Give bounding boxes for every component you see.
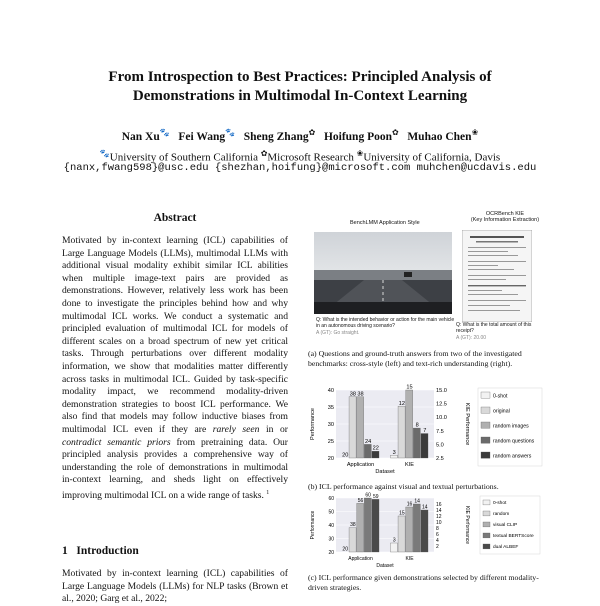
y-right-tick-label: 12.5 xyxy=(436,401,447,408)
data-label: 15 xyxy=(399,510,405,517)
bar xyxy=(406,390,413,458)
bar xyxy=(357,397,364,458)
x-tick-label: KIE xyxy=(404,462,415,468)
legend-label: textual BERTScore xyxy=(493,534,534,540)
emails xyxy=(0,162,600,174)
figure-a-caption: (a) Questions and ground-truth answers from two of the investigated benchmarks: cross-style (left) and text-rich understanding (right). xyxy=(308,349,522,368)
data-label: 59 xyxy=(373,493,379,500)
x-tick-label: KIE xyxy=(405,556,414,562)
bar xyxy=(372,499,379,552)
paw-icon: 🐾 xyxy=(99,149,110,158)
data-label: 8 xyxy=(415,422,419,429)
y-right-tick-label: 14 xyxy=(436,508,442,514)
legend-swatch xyxy=(483,533,490,538)
abstract-emph-2: contradict semantic priors xyxy=(62,436,171,448)
footnote-mark[interactable]: 1 xyxy=(266,489,270,496)
y-right-tick-label: 5.0 xyxy=(436,442,444,449)
legend-swatch xyxy=(483,544,490,549)
y-right-tick-label: 2 xyxy=(436,544,439,550)
data-label: 15 xyxy=(406,384,413,391)
legend-label: random questions xyxy=(493,438,535,445)
figure-a xyxy=(308,210,548,346)
data-label: 56 xyxy=(357,497,364,504)
x-tick-label: Application xyxy=(346,462,375,468)
driving-scene-image xyxy=(314,232,452,314)
intro-body: Motivated by in-context learning (ICL) capabilities of Large Language Models (LLMs) for NLP tasks (Brown et al., 2020; Garg et al., 2022; xyxy=(62,568,288,605)
email-ucd[interactable]: muhchen@ucdavis.edu xyxy=(416,162,537,174)
data-label: 22 xyxy=(372,445,379,452)
bar xyxy=(349,397,356,458)
chart-c-caption: (c) ICL performance given demonstrations selected by different modality-driven strategies. xyxy=(308,573,539,592)
receipt-image xyxy=(462,230,532,322)
y-tick-label: 30 xyxy=(327,422,334,428)
abstract-text-2: from pretraining data. Our principled analysis provides a comprehensive way of understanding the role of demonstrations in multimodal in-context learning, and sheds light on effectively improving multimodal ICL on a wide range of tasks. xyxy=(62,436,288,502)
data-label: 3 xyxy=(392,449,396,456)
legend-swatch xyxy=(483,511,490,516)
author-3: Sheng Zhang xyxy=(243,130,309,143)
legend-swatch xyxy=(481,407,490,413)
y-right-axis-label: KIE Performance xyxy=(464,402,470,446)
section-heading xyxy=(62,545,139,557)
data-label: 20 xyxy=(342,452,349,459)
author-2: Fei Wang xyxy=(178,130,226,143)
figure-a-right-title-2: (Key Information Extraction) xyxy=(470,217,540,223)
legend-label: random xyxy=(493,512,510,518)
paw-icon: 🐾 xyxy=(225,128,236,137)
bar xyxy=(421,510,428,552)
data-label: 14 xyxy=(422,504,428,511)
legend-label: random images xyxy=(493,423,529,430)
chart-b-caption: (b) ICL performance against visual and textual perturbations. xyxy=(308,482,499,491)
author-1: Nan Xu xyxy=(121,130,160,143)
figure-a-left-title: BenchLMM Application Style xyxy=(350,220,420,226)
y-right-axis-label: KIE Performance xyxy=(464,505,470,545)
abstract-text-mid: in or xyxy=(266,423,288,435)
legend-swatch xyxy=(483,522,490,527)
data-label: 12 xyxy=(398,400,405,407)
legend-label: 0-shot xyxy=(493,393,508,400)
paper-title xyxy=(0,68,600,106)
legend-swatch xyxy=(481,392,490,398)
figure-a-right-question: Q: What is the total amount of this receipt? xyxy=(456,322,532,334)
bar xyxy=(413,504,420,552)
y-right-tick-label: 10 xyxy=(436,520,442,526)
chart-c xyxy=(306,492,548,570)
paw-icon: 🐾 xyxy=(159,128,170,137)
figure-a-left-question: Q: What is the intended behavior or action for the main vehicle in an autonomous driving scenario? xyxy=(316,317,455,329)
y-tick-label: 20 xyxy=(327,456,334,462)
paw-icon: ❀ xyxy=(356,149,364,158)
legend-swatch xyxy=(481,452,490,458)
bar xyxy=(406,507,413,552)
email-ms[interactable]: {shezhan,hoifung}@microsoft.com xyxy=(214,162,411,174)
figure-a-right-title-1: OCRBench KIE xyxy=(485,211,525,217)
y-right-tick-label: 2.5 xyxy=(436,456,444,462)
y-tick-label: 20 xyxy=(328,550,334,556)
x-axis-label: Dataset xyxy=(375,469,395,475)
data-label: 14 xyxy=(414,498,420,505)
abstract-text-1: Motivated by in-context learning (ICL) capabilities of Large Language Models (LLMs), multimodal LLMs with additional visual modality exhibit similar ICL abilities when multiple image-text pairs are provided as demonstrations. However, relatively less work has been done to investigate the principles behind how and why multimodal ICL works. We conduct a systematic and principled evaluation of multimodal ICL for models of different scales on a broad spectrum of new yet critical tasks. Through perturbations over different modality information, we show that modalities matter differently across tasks in multimodal ICL. Guided by task-specific modality impact, we recommend modality-driven demonstration strategies to boost ICL performance. We also find that models may follow inductive biases from multimodal ICL even if they are xyxy=(62,235,288,435)
data-label: 7 xyxy=(423,428,427,435)
y-tick-label: 35 xyxy=(327,405,334,411)
legend-swatch xyxy=(483,500,490,505)
data-label: 16 xyxy=(406,501,413,508)
data-label: 38 xyxy=(357,391,364,398)
abstract-heading: Abstract xyxy=(153,212,197,224)
bar xyxy=(364,498,371,552)
y-tick-label: 60 xyxy=(328,496,334,502)
paw-icon: ✿ xyxy=(392,128,399,137)
y-right-tick-label: 6 xyxy=(436,532,439,538)
section-number: 1 xyxy=(62,545,68,557)
email-usc[interactable]: {nanx,fwang598}@usc.edu xyxy=(63,162,209,174)
bar xyxy=(349,528,356,552)
y-right-tick-label: 8 xyxy=(436,526,439,532)
bar xyxy=(398,406,405,458)
bar xyxy=(357,503,364,552)
legend-label: dual ALBEF xyxy=(493,545,519,551)
y-tick-label: 40 xyxy=(328,523,334,529)
y-tick-label: 30 xyxy=(328,536,334,543)
chart-b xyxy=(306,382,548,478)
author-list xyxy=(0,128,600,143)
y-tick-label: 40 xyxy=(327,388,334,394)
author-4: Hoifung Poon xyxy=(323,130,392,143)
bar xyxy=(390,543,397,552)
data-label: 60 xyxy=(365,492,371,499)
legend-label: original xyxy=(493,408,510,415)
legend-swatch xyxy=(481,437,490,443)
y-right-tick-label: 10.0 xyxy=(436,415,447,422)
abstract-emph-1: rarely seen xyxy=(212,423,260,435)
affiliation-1: University of Southern California xyxy=(109,151,258,164)
paw-icon: ❀ xyxy=(471,128,479,137)
y-right-tick-label: 4 xyxy=(436,538,439,544)
x-axis-label: Dataset xyxy=(376,563,394,569)
legend-label: random answers xyxy=(493,453,532,460)
bar xyxy=(372,451,379,458)
figure-a-right-answer: A (GT): 20.00 xyxy=(456,335,487,341)
data-label: 3 xyxy=(392,537,396,544)
affiliation-3: University of California, Davis xyxy=(363,151,501,164)
y-right-tick-label: 15.0 xyxy=(436,388,447,394)
y-right-tick-label: 7.5 xyxy=(436,428,444,435)
section-title: Introduction xyxy=(76,545,139,557)
bar xyxy=(398,516,405,552)
abstract-body xyxy=(62,235,288,503)
data-label: 38 xyxy=(350,522,356,529)
title-line-1: From Introspection to Best Practices: Principled Analysis of xyxy=(108,69,492,85)
legend-label: visual CLIP xyxy=(493,523,518,529)
bar xyxy=(421,434,428,458)
data-label: 38 xyxy=(349,391,356,398)
author-5: Muhao Chen xyxy=(407,130,472,143)
data-label: 20 xyxy=(342,546,348,553)
bar xyxy=(413,428,420,458)
x-tick-label: Application xyxy=(348,556,373,562)
y-tick-label: 50 xyxy=(328,509,334,516)
legend-label: 0-shot xyxy=(493,501,507,507)
data-label: 24 xyxy=(365,438,372,445)
figure-a-right-title xyxy=(468,211,542,223)
y-axis-label: Performance xyxy=(310,407,316,441)
figure-a-left-answer: A (GT): Go straight. xyxy=(316,330,360,336)
paw-icon: ✿ xyxy=(308,128,316,137)
paw-icon: ✿ xyxy=(260,149,268,158)
y-right-tick-label: 12 xyxy=(436,514,442,520)
affiliation-2: Microsoft Research xyxy=(267,151,354,164)
y-right-tick-label: 16 xyxy=(436,502,442,508)
legend-swatch xyxy=(481,422,490,428)
title-line-2: Demonstrations in Multimodal In-Context Learning xyxy=(132,88,468,104)
bar xyxy=(364,444,371,458)
y-axis-label: Performance xyxy=(310,510,316,540)
y-tick-label: 25 xyxy=(327,439,334,445)
